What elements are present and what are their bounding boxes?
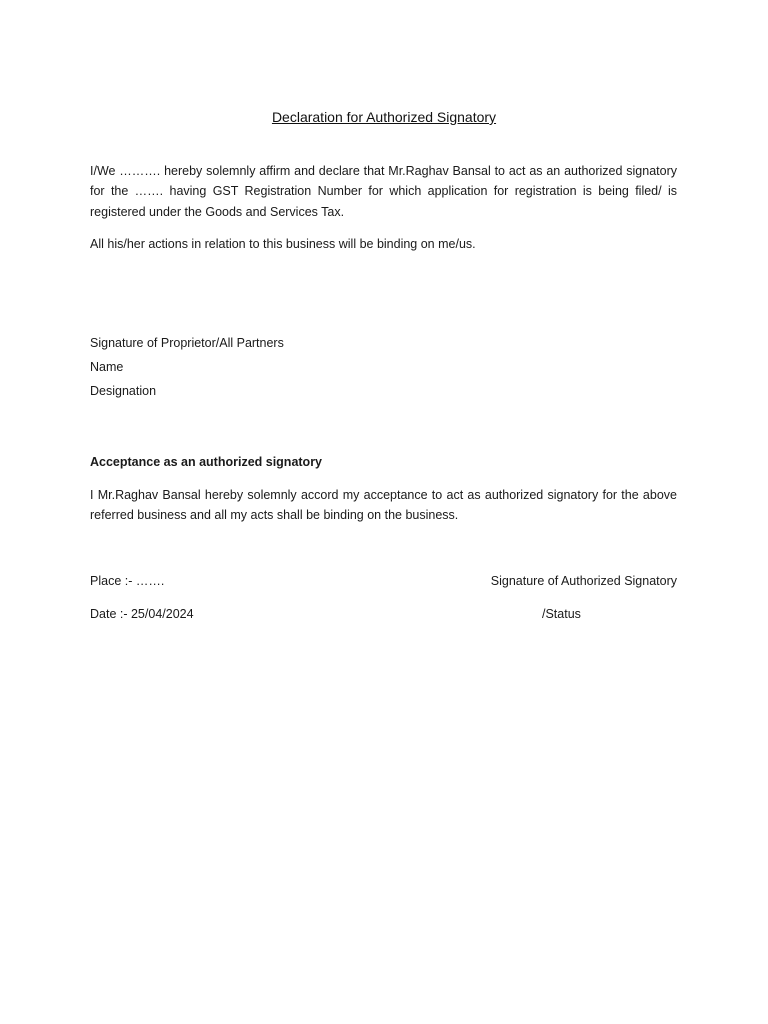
signature-proprietor-label: Signature of Proprietor/All Partners <box>90 336 284 350</box>
authorized-signature-label: Signature of Authorized Signatory <box>490 574 677 588</box>
acceptance-heading: Acceptance as an authorized signatory <box>90 455 323 469</box>
document-title: Declaration for Authorized Signatory <box>271 109 497 125</box>
status-label: /Status <box>542 607 581 621</box>
declaration-paragraph: I/We ………. hereby solemnly affirm and declare that Mr.Raghav Bansal to act as an authorized signatory for the ……. having GST Registration Number for which application for registration is being filed/ is registered under the Goods and Services Tax. <box>90 164 677 219</box>
acceptance-paragraph: I Mr.Raghav Bansal hereby solemnly accord my acceptance to act as authorized signatory for the above referred business and all my acts shall be binding on the business. <box>90 488 677 523</box>
binding-paragraph: All his/her actions in relation to this business will be binding on me/us. <box>90 237 476 251</box>
designation-label: Designation <box>90 384 157 398</box>
name-label: Name <box>90 360 124 374</box>
date-field: Date :- 25/04/2024 <box>90 607 194 621</box>
place-field: Place :- ……. <box>90 574 165 588</box>
